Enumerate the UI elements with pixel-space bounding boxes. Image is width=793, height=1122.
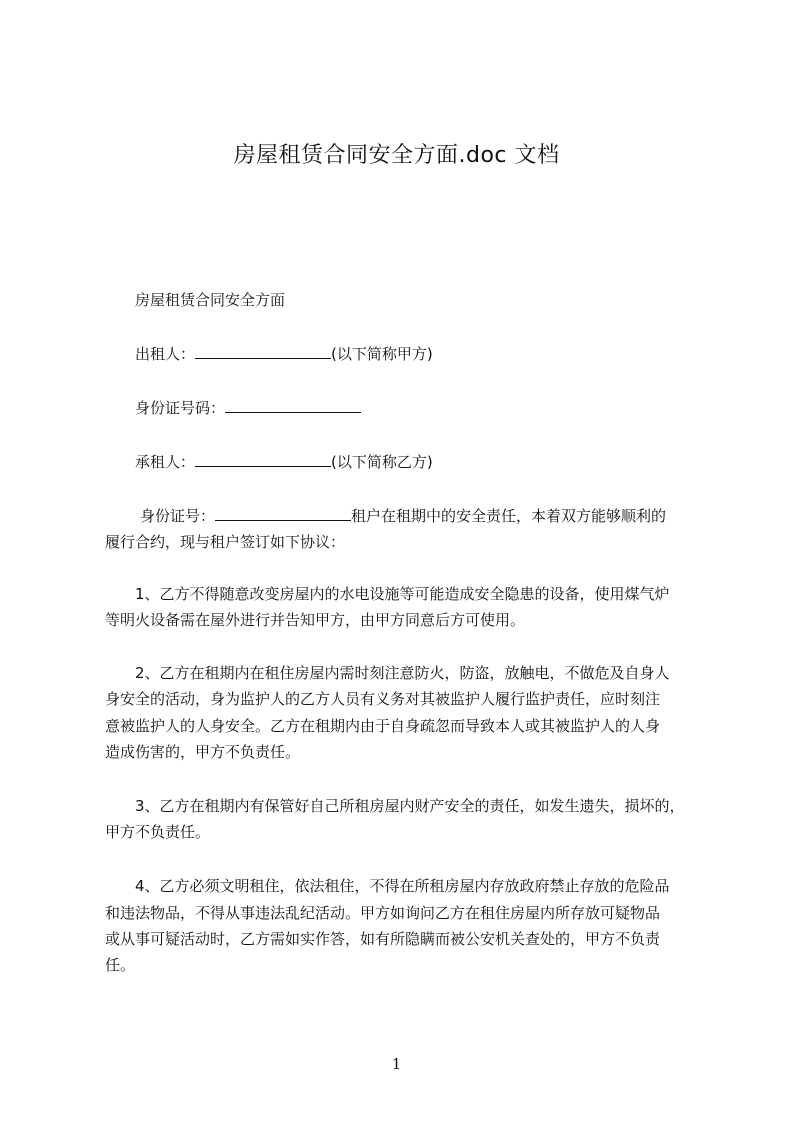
contract-subtitle: 房屋租赁合同安全方面 <box>135 291 286 309</box>
lessor-blank <box>195 344 331 359</box>
clause-4-line-4: 任。 <box>105 956 136 974</box>
id-number-label: 身份证号码： <box>135 399 226 417</box>
intro-line-1 <box>140 506 666 526</box>
intro-id-blank <box>215 506 351 521</box>
lessee-label: 承租人： <box>135 453 196 471</box>
id-number-line <box>135 398 361 418</box>
clause-3-line-2: 甲方不负责任。 <box>105 823 211 841</box>
id-number-blank <box>225 398 361 413</box>
document-title: 房屋租赁合同安全方面.doc 文档 <box>233 143 560 168</box>
clause-1-line-2: 等明火设备需在屋外进行并告知甲方，由甲方同意后方可使用。 <box>105 611 526 629</box>
intro-line1-rest: 租户在租期中的安全责任，本着双方能够顺利的 <box>351 507 667 525</box>
lessor-label: 出租人： <box>135 345 196 363</box>
lessee-note: (以下简称乙方) <box>331 453 433 471</box>
page-number: 1 <box>391 1055 402 1073</box>
lessor-line <box>135 344 433 364</box>
lessee-blank <box>195 452 331 467</box>
clause-2-line-4: 造成伤害的，甲方不负责任。 <box>105 743 301 761</box>
clause-4-line-3: 或从事可疑活动时，乙方需如实作答，如有所隐瞒而被公安机关查处的，甲方不负责 <box>105 930 661 948</box>
lessee-line <box>135 452 433 472</box>
clause-2-line-1: 2、乙方在租期内在租住房屋内需时刻注意防火，防盗，放触电，不做危及自身人 <box>135 664 670 682</box>
clause-3-line-1: 3、乙方在租期内有保管好自己所租房屋内财产安全的责任，如发生遗失，损坏的， <box>135 797 685 815</box>
clause-2-line-3: 意被监护人的人身安全。乙方在租期内由于自身疏忽而导致本人或其被监护人的人身 <box>105 717 661 735</box>
intro-line-2: 履行合约，现与租户签订如下协议： <box>105 533 346 551</box>
clause-4-line-2: 和违法物品，不得从事违法乱纪活动。甲方如询问乙方在租住房屋内所存放可疑物品 <box>105 904 661 922</box>
intro-id-label: 身份证号： <box>140 507 216 525</box>
clause-2-line-2: 身安全的活动，身为监护人的乙方人员有义务对其被监护人履行监护责任，应时刻注 <box>105 690 661 708</box>
clause-4-line-1: 4、乙方必须文明租住，依法租住，不得在所租房屋内存放政府禁止存放的危险品 <box>135 877 670 895</box>
clause-1-line-1: 1、乙方不得随意改变房屋内的水电设施等可能造成安全隐患的设备，使用煤气炉 <box>135 585 670 603</box>
lessor-note: (以下简称甲方) <box>331 345 433 363</box>
